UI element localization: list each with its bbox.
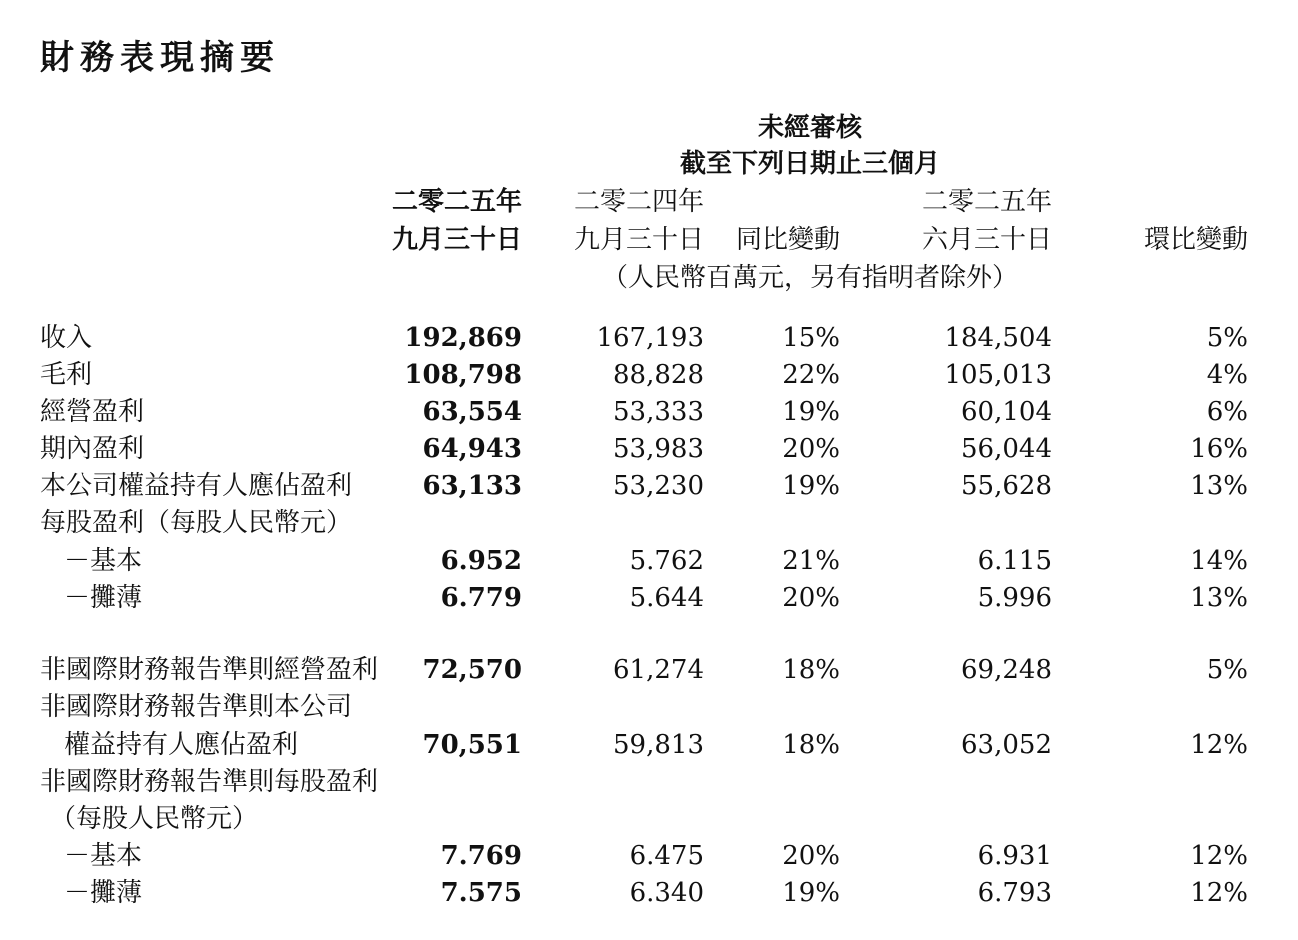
row-label: 非國際財務報告準則本公司: [40, 692, 353, 722]
row-label: 期內盈利: [40, 434, 145, 464]
cell-yoy: 20%: [782, 841, 840, 871]
cell-2024q3: 59,813: [613, 730, 704, 760]
cell-yoy: 19%: [782, 397, 840, 427]
cell-2025q2: 55,628: [961, 471, 1052, 501]
cell-2025q3: 70,551: [422, 730, 522, 760]
row-label: －攤薄: [64, 583, 143, 613]
cell-qoq: 4%: [1206, 360, 1248, 390]
row-label: －攤薄: [64, 878, 143, 908]
cell-2024q3: 53,230: [613, 471, 704, 501]
header-col2-line2: 九月三十日: [573, 225, 704, 255]
cell-2025q3: 6.952: [440, 546, 522, 576]
cell-2024q3: 61,274: [613, 655, 704, 685]
cell-qoq: 5%: [1206, 655, 1248, 685]
cell-2024q3: 167,193: [596, 323, 704, 353]
row-label: －基本: [64, 841, 143, 871]
table-row: [0, 545, 1298, 579]
header-unit: （人民幣百萬元，另有指明者除外）: [601, 263, 1018, 293]
cell-2024q3: 5.762: [629, 546, 704, 576]
cell-yoy: 21%: [782, 546, 840, 576]
cell-2025q3: 192,869: [404, 323, 522, 353]
header-col5: 環比變動: [1143, 225, 1248, 255]
row-label: 收入: [40, 323, 93, 353]
cell-2025q3: 7.769: [440, 841, 522, 871]
cell-qoq: 6%: [1206, 397, 1248, 427]
table-row: [0, 729, 1298, 763]
cell-qoq: 13%: [1190, 471, 1248, 501]
table-row: [0, 396, 1298, 430]
cell-2024q3: 6.475: [629, 841, 704, 871]
cell-2025q2: 5.996: [977, 583, 1052, 613]
table-row: [0, 654, 1298, 688]
cell-2025q3: 108,798: [404, 360, 522, 390]
header-col4-line1: 二零二五年: [921, 187, 1052, 217]
cell-2025q2: 60,104: [961, 397, 1052, 427]
table-row: [0, 803, 1298, 837]
header-col1-line1: 二零二五年: [391, 187, 522, 217]
cell-yoy: 15%: [782, 323, 840, 353]
cell-qoq: 12%: [1190, 841, 1248, 871]
cell-2025q2: 6.115: [977, 546, 1052, 576]
cell-yoy: 20%: [782, 434, 840, 464]
cell-qoq: 16%: [1190, 434, 1248, 464]
table-row: [0, 507, 1298, 541]
cell-2025q3: 63,133: [422, 471, 522, 501]
header-col4-line2: 六月三十日: [921, 225, 1052, 255]
row-label: 每股盈利（每股人民幣元）: [40, 508, 353, 538]
cell-yoy: 19%: [782, 878, 840, 908]
row-label: －基本: [64, 546, 143, 576]
row-label: （每股人民幣元）: [50, 804, 259, 834]
cell-qoq: 5%: [1206, 323, 1248, 353]
table-row: [0, 322, 1298, 356]
table-row: [0, 359, 1298, 393]
header-audit: 未經審核: [757, 113, 862, 143]
cell-2024q3: 53,333: [613, 397, 704, 427]
cell-2025q2: 63,052: [961, 730, 1052, 760]
cell-yoy: 22%: [782, 360, 840, 390]
cell-2025q2: 105,013: [944, 360, 1052, 390]
cell-2025q3: 7.575: [440, 878, 522, 908]
cell-2024q3: 53,983: [613, 434, 704, 464]
cell-qoq: 14%: [1190, 546, 1248, 576]
cell-2024q3: 6.340: [629, 878, 704, 908]
header-col1-line2: 九月三十日: [391, 225, 522, 255]
header-period: 截至下列日期止三個月: [679, 149, 940, 179]
row-label: 非國際財務報告準則經營盈利: [40, 655, 379, 685]
cell-2025q3: 63,554: [422, 397, 522, 427]
cell-qoq: 12%: [1190, 878, 1248, 908]
page-title: 財務表現摘要: [40, 38, 280, 78]
cell-2025q2: 184,504: [944, 323, 1052, 353]
row-label: 經營盈利: [40, 397, 145, 427]
header-col2-line1: 二零二四年: [573, 187, 704, 217]
cell-qoq: 12%: [1190, 730, 1248, 760]
table-row: [0, 691, 1298, 725]
cell-qoq: 13%: [1190, 583, 1248, 613]
cell-2025q2: 6.931: [977, 841, 1052, 871]
cell-2025q3: 6.779: [440, 583, 522, 613]
row-label: 非國際財務報告準則每股盈利: [40, 767, 379, 797]
row-label: 本公司權益持有人應佔盈利: [40, 471, 353, 501]
table-row: [0, 840, 1298, 874]
cell-2024q3: 5.644: [629, 583, 704, 613]
header-col3: 同比變動: [735, 225, 840, 255]
cell-2025q2: 69,248: [961, 655, 1052, 685]
table-row: [0, 470, 1298, 504]
cell-yoy: 18%: [782, 730, 840, 760]
table-row: [0, 433, 1298, 467]
table-row: [0, 582, 1298, 616]
row-label: 權益持有人應佔盈利: [64, 730, 299, 760]
cell-yoy: 20%: [782, 583, 840, 613]
cell-yoy: 18%: [782, 655, 840, 685]
row-label: 毛利: [40, 360, 93, 390]
cell-yoy: 19%: [782, 471, 840, 501]
cell-2025q2: 56,044: [961, 434, 1052, 464]
cell-2025q2: 6.793: [977, 878, 1052, 908]
cell-2025q3: 64,943: [422, 434, 522, 464]
cell-2025q3: 72,570: [422, 655, 522, 685]
cell-2024q3: 88,828: [613, 360, 704, 390]
table-row: [0, 766, 1298, 800]
table-row: [0, 877, 1298, 911]
